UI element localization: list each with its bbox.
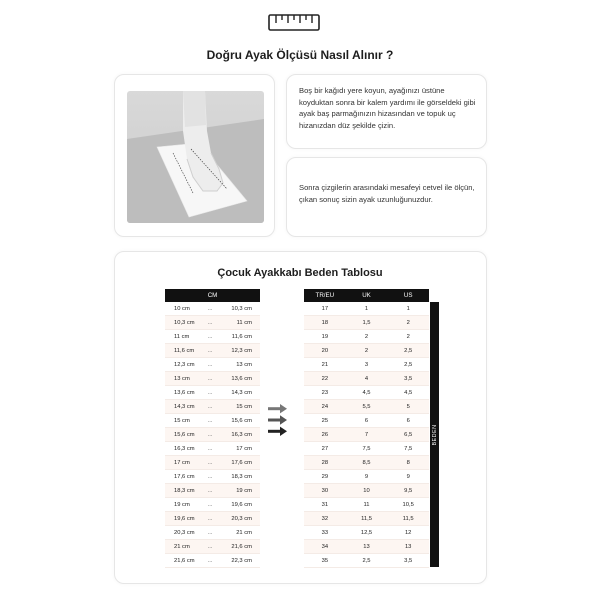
size-us: 6,5	[404, 431, 413, 438]
cm-to: 19,6 cm	[231, 501, 252, 508]
size-us: 9,5	[404, 487, 413, 494]
size-tr-eu: 17	[321, 305, 329, 312]
size-uk: 11	[363, 501, 370, 508]
size-uk: 10	[363, 487, 370, 494]
cm-separator: ...	[207, 389, 213, 396]
size-uk: 7,5	[362, 445, 371, 452]
cm-from: 21 cm	[174, 543, 190, 550]
size-table-row	[304, 330, 429, 344]
size-tr-eu: 30	[321, 487, 329, 494]
size-table-row	[304, 484, 429, 498]
size-uk: 11,5	[361, 515, 372, 522]
size-uk: 3	[364, 361, 369, 368]
cm-table-row	[165, 316, 260, 330]
size-table-row	[304, 316, 429, 330]
size-table-row	[304, 470, 429, 484]
header-uk: UK	[362, 292, 371, 299]
cm-from: 18,3 cm	[174, 487, 195, 494]
cm-table-row	[165, 540, 260, 554]
header-tr-eu: TR/EU	[315, 292, 335, 299]
cm-separator: ...	[207, 333, 213, 340]
cm-table	[165, 289, 260, 568]
cm-separator: ...	[207, 445, 213, 452]
size-uk: 9	[364, 473, 369, 480]
cm-to: 11,6 cm	[231, 333, 252, 340]
cm-table-row	[165, 358, 260, 372]
size-uk: 5,5	[362, 403, 371, 410]
cm-table-row	[165, 526, 260, 540]
size-table-row	[304, 400, 429, 414]
cm-table-row	[165, 456, 260, 470]
cm-to: 21 cm	[236, 529, 252, 536]
size-us: 5	[406, 403, 410, 410]
size-uk: 8,5	[362, 459, 371, 466]
cm-table-row	[165, 470, 260, 484]
cm-from: 10,3 cm	[174, 319, 195, 326]
cm-from: 15,6 cm	[174, 431, 195, 438]
cm-from: 19 cm	[174, 501, 190, 508]
cm-separator: ...	[207, 501, 213, 508]
size-table-row	[304, 554, 429, 568]
cm-table-row	[165, 302, 260, 316]
size-table-row	[304, 302, 429, 316]
cm-table-row	[165, 386, 260, 400]
size-us: 7,5	[404, 445, 413, 452]
cm-from: 15 cm	[174, 417, 190, 424]
cm-to: 12,3 cm	[231, 347, 252, 354]
size-table-row	[304, 456, 429, 470]
size-tr-eu: 34	[321, 543, 329, 550]
cm-table-row	[165, 498, 260, 512]
size-us: 3,5	[404, 375, 413, 382]
size-table-row	[304, 442, 429, 456]
size-uk: 2	[364, 333, 369, 340]
cm-to: 14,3 cm	[231, 389, 252, 396]
size-tr-eu: 18	[321, 319, 329, 326]
instruction-step-1: Boş bir kağıdı yere koyun, ayağınızı üstüne koyduktan sonra bir kalem yardımı ile görseldeki gibi ayak baş parmağınızın hizasından ve topuk uç hizanızdan düz şekilde çizin.	[299, 86, 476, 130]
size-uk: 4	[364, 375, 369, 382]
size-table-row	[304, 512, 429, 526]
cm-separator: ...	[207, 403, 213, 410]
size-table-row	[304, 386, 429, 400]
size-table	[304, 289, 429, 568]
size-us: 13	[404, 543, 412, 550]
cm-separator: ...	[207, 529, 213, 536]
size-uk: 2,5	[362, 557, 371, 564]
cm-table-body	[165, 302, 260, 568]
cm-from: 19,6 cm	[174, 515, 195, 522]
size-uk: 7	[364, 431, 369, 438]
cm-to: 13 cm	[236, 361, 252, 368]
cm-from: 20,3 cm	[174, 529, 195, 536]
cm-from: 13,6 cm	[174, 389, 195, 396]
size-table-row	[304, 540, 429, 554]
ruler-icon	[268, 14, 320, 31]
size-table-row	[304, 358, 429, 372]
size-uk: 12,5	[360, 529, 373, 536]
cm-to: 15 cm	[236, 403, 252, 410]
cm-from: 21,6 cm	[174, 557, 195, 564]
cm-table-row	[165, 484, 260, 498]
cm-separator: ...	[207, 473, 213, 480]
size-table-body	[304, 302, 429, 568]
cm-to: 19 cm	[236, 487, 252, 494]
cm-to: 17,6 cm	[231, 459, 252, 466]
size-table-row	[304, 414, 429, 428]
cm-to: 11 cm	[236, 319, 252, 326]
cm-separator: ...	[207, 305, 213, 312]
size-uk: 2	[364, 347, 369, 354]
beden-side-label	[430, 302, 439, 567]
cm-separator: ...	[207, 431, 213, 438]
beden-label-text: BEDEN	[431, 423, 438, 446]
cm-table-row	[165, 344, 260, 358]
cm-to: 15,6 cm	[231, 417, 252, 424]
size-tr-eu: 27	[321, 445, 329, 452]
size-us: 10,5	[402, 501, 414, 508]
size-us: 2,5	[404, 347, 413, 354]
cm-separator: ...	[207, 375, 213, 382]
size-tr-eu: 29	[321, 473, 329, 480]
size-tr-eu: 19	[321, 333, 329, 340]
cm-to: 10,3 cm	[231, 305, 252, 312]
size-us: 2	[406, 333, 410, 340]
cm-to: 18,3 cm	[231, 473, 252, 480]
size-tr-eu: 35	[321, 557, 329, 564]
cm-separator: ...	[207, 361, 213, 368]
size-tr-eu: 21	[321, 361, 329, 368]
size-us: 9	[406, 473, 410, 480]
cm-table-row	[165, 330, 260, 344]
instruction-card-2	[286, 157, 487, 237]
size-us: 3,5	[404, 557, 413, 564]
size-tr-eu: 22	[321, 375, 329, 382]
cm-separator: ...	[207, 543, 213, 550]
cm-table-row	[165, 512, 260, 526]
size-tr-eu: 28	[321, 459, 329, 466]
size-uk: 6	[364, 417, 369, 424]
size-table-row	[304, 498, 429, 512]
size-table-title: Çocuk Ayakkabı Beden Tablosu	[217, 267, 383, 279]
size-uk: 13	[363, 543, 370, 550]
cm-from: 17,6 cm	[174, 473, 195, 480]
cm-separator: ...	[207, 515, 213, 522]
cm-table-row	[165, 554, 260, 568]
size-tr-eu: 25	[321, 417, 329, 424]
size-uk: 1,5	[362, 319, 371, 326]
cm-table-row	[165, 414, 260, 428]
size-tr-eu: 23	[321, 389, 329, 396]
size-us: 2	[406, 319, 410, 326]
cm-separator: ...	[207, 557, 213, 564]
cm-separator: ...	[207, 319, 213, 326]
cm-table-row	[165, 372, 260, 386]
size-us: 8	[406, 459, 410, 466]
foot-measure-illustration	[127, 91, 264, 223]
size-table-header	[304, 289, 429, 302]
cm-from: 14,3 cm	[174, 403, 195, 410]
cm-from: 11 cm	[174, 333, 190, 340]
cm-to: 17 cm	[236, 445, 252, 452]
size-table-row	[304, 428, 429, 442]
size-us: 6	[406, 417, 410, 424]
size-tr-eu: 26	[321, 431, 329, 438]
cm-from: 13 cm	[174, 375, 190, 382]
cm-to: 20,3 cm	[231, 515, 252, 522]
cm-to: 16,3 cm	[231, 431, 252, 438]
cm-table-row	[165, 400, 260, 414]
size-us: 12	[404, 529, 412, 536]
cm-table-row	[165, 428, 260, 442]
cm-to: 22,3 cm	[231, 557, 252, 564]
cm-from: 17 cm	[174, 459, 190, 466]
size-tr-eu: 33	[321, 529, 329, 536]
size-us: 11,5	[402, 515, 414, 522]
foot-measure-photo-card	[114, 74, 275, 237]
size-uk: 4,5	[362, 389, 371, 396]
instruction-step-2: Sonra çizgilerin arasındaki mesafeyi cetvel ile ölçün, çıkan sonuç sizin ayak uzunluğunuzdur.	[299, 183, 475, 204]
instruction-card-1	[286, 74, 487, 149]
page-title: Doğru Ayak Ölçüsü Nasıl Alınır ?	[206, 48, 394, 62]
size-tr-eu: 20	[321, 347, 329, 354]
arrow-right-icon	[268, 404, 288, 438]
size-us: 4,5	[404, 389, 413, 396]
size-table-row	[304, 344, 429, 358]
cm-from: 16,3 cm	[174, 445, 195, 452]
cm-separator: ...	[207, 417, 213, 424]
size-us: 1	[406, 305, 410, 312]
cm-to: 13,6 cm	[231, 375, 252, 382]
size-uk: 1	[364, 305, 369, 312]
size-us: 2,5	[404, 361, 413, 368]
cm-from: 10 cm	[174, 305, 190, 312]
size-tr-eu: 31	[321, 501, 329, 508]
cm-table-header: CM	[165, 289, 260, 302]
cm-from: 12,3 cm	[174, 361, 195, 368]
cm-separator: ...	[207, 459, 213, 466]
cm-separator: ...	[207, 347, 213, 354]
header-us: US	[403, 292, 413, 299]
cm-from: 11,6 cm	[174, 347, 195, 354]
cm-separator: ...	[207, 487, 213, 494]
size-table-row	[304, 372, 429, 386]
size-tr-eu: 24	[321, 403, 329, 410]
cm-to: 21,6 cm	[231, 543, 252, 550]
size-table-row	[304, 526, 429, 540]
cm-table-row	[165, 442, 260, 456]
size-tr-eu: 32	[321, 515, 329, 522]
